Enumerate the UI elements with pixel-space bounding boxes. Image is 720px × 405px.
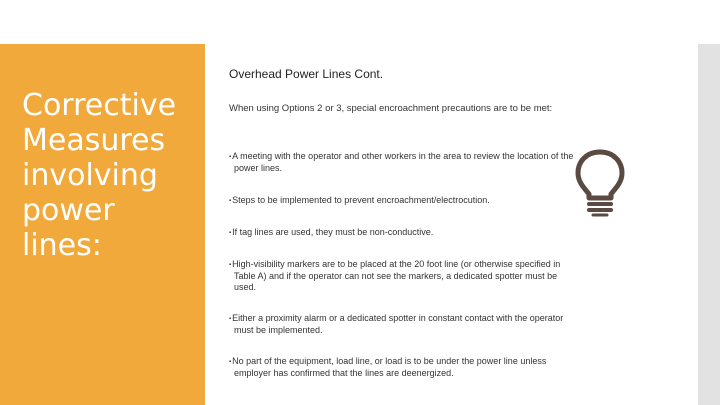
title-line: involving <box>22 158 158 193</box>
slide-title <box>22 88 202 263</box>
lightbulb-icon <box>572 148 628 218</box>
bullet-item: ▪ A meeting with the operator and other workers in the area to review the location of the power lines. <box>229 151 574 174</box>
bullet-item: ▪ Steps to be implemented to prevent encroachment/electrocution. <box>229 195 574 207</box>
bullet-item: ▪ No part of the equipment, load line, or load is to be under the power line unless employer has confirmed that the lines are deenergized. <box>229 356 574 379</box>
intro-text: When using Options 2 or 3, special encroachment precautions are to be met: <box>229 103 553 114</box>
content-heading: Overhead Power Lines Cont. <box>229 67 384 81</box>
bullet-item: ▪ If tag lines are used, they must be non-conductive. <box>229 227 574 239</box>
bullet-item: ▪ High-visibility markers are to be placed at the 20 foot line (or otherwise specified in Table A) and if the operator can not see the markers, a dedicated spotter must be used. <box>229 259 574 293</box>
title-line: lines: <box>22 228 102 263</box>
title-line: Corrective <box>22 88 177 123</box>
title-line: power <box>22 193 115 228</box>
side-accent-bar <box>698 44 720 405</box>
title-line: Measures <box>22 123 166 158</box>
bullet-item: ▪ Either a proximity alarm or a dedicated spotter in constant contact with the operator must be implemented. <box>229 313 574 336</box>
